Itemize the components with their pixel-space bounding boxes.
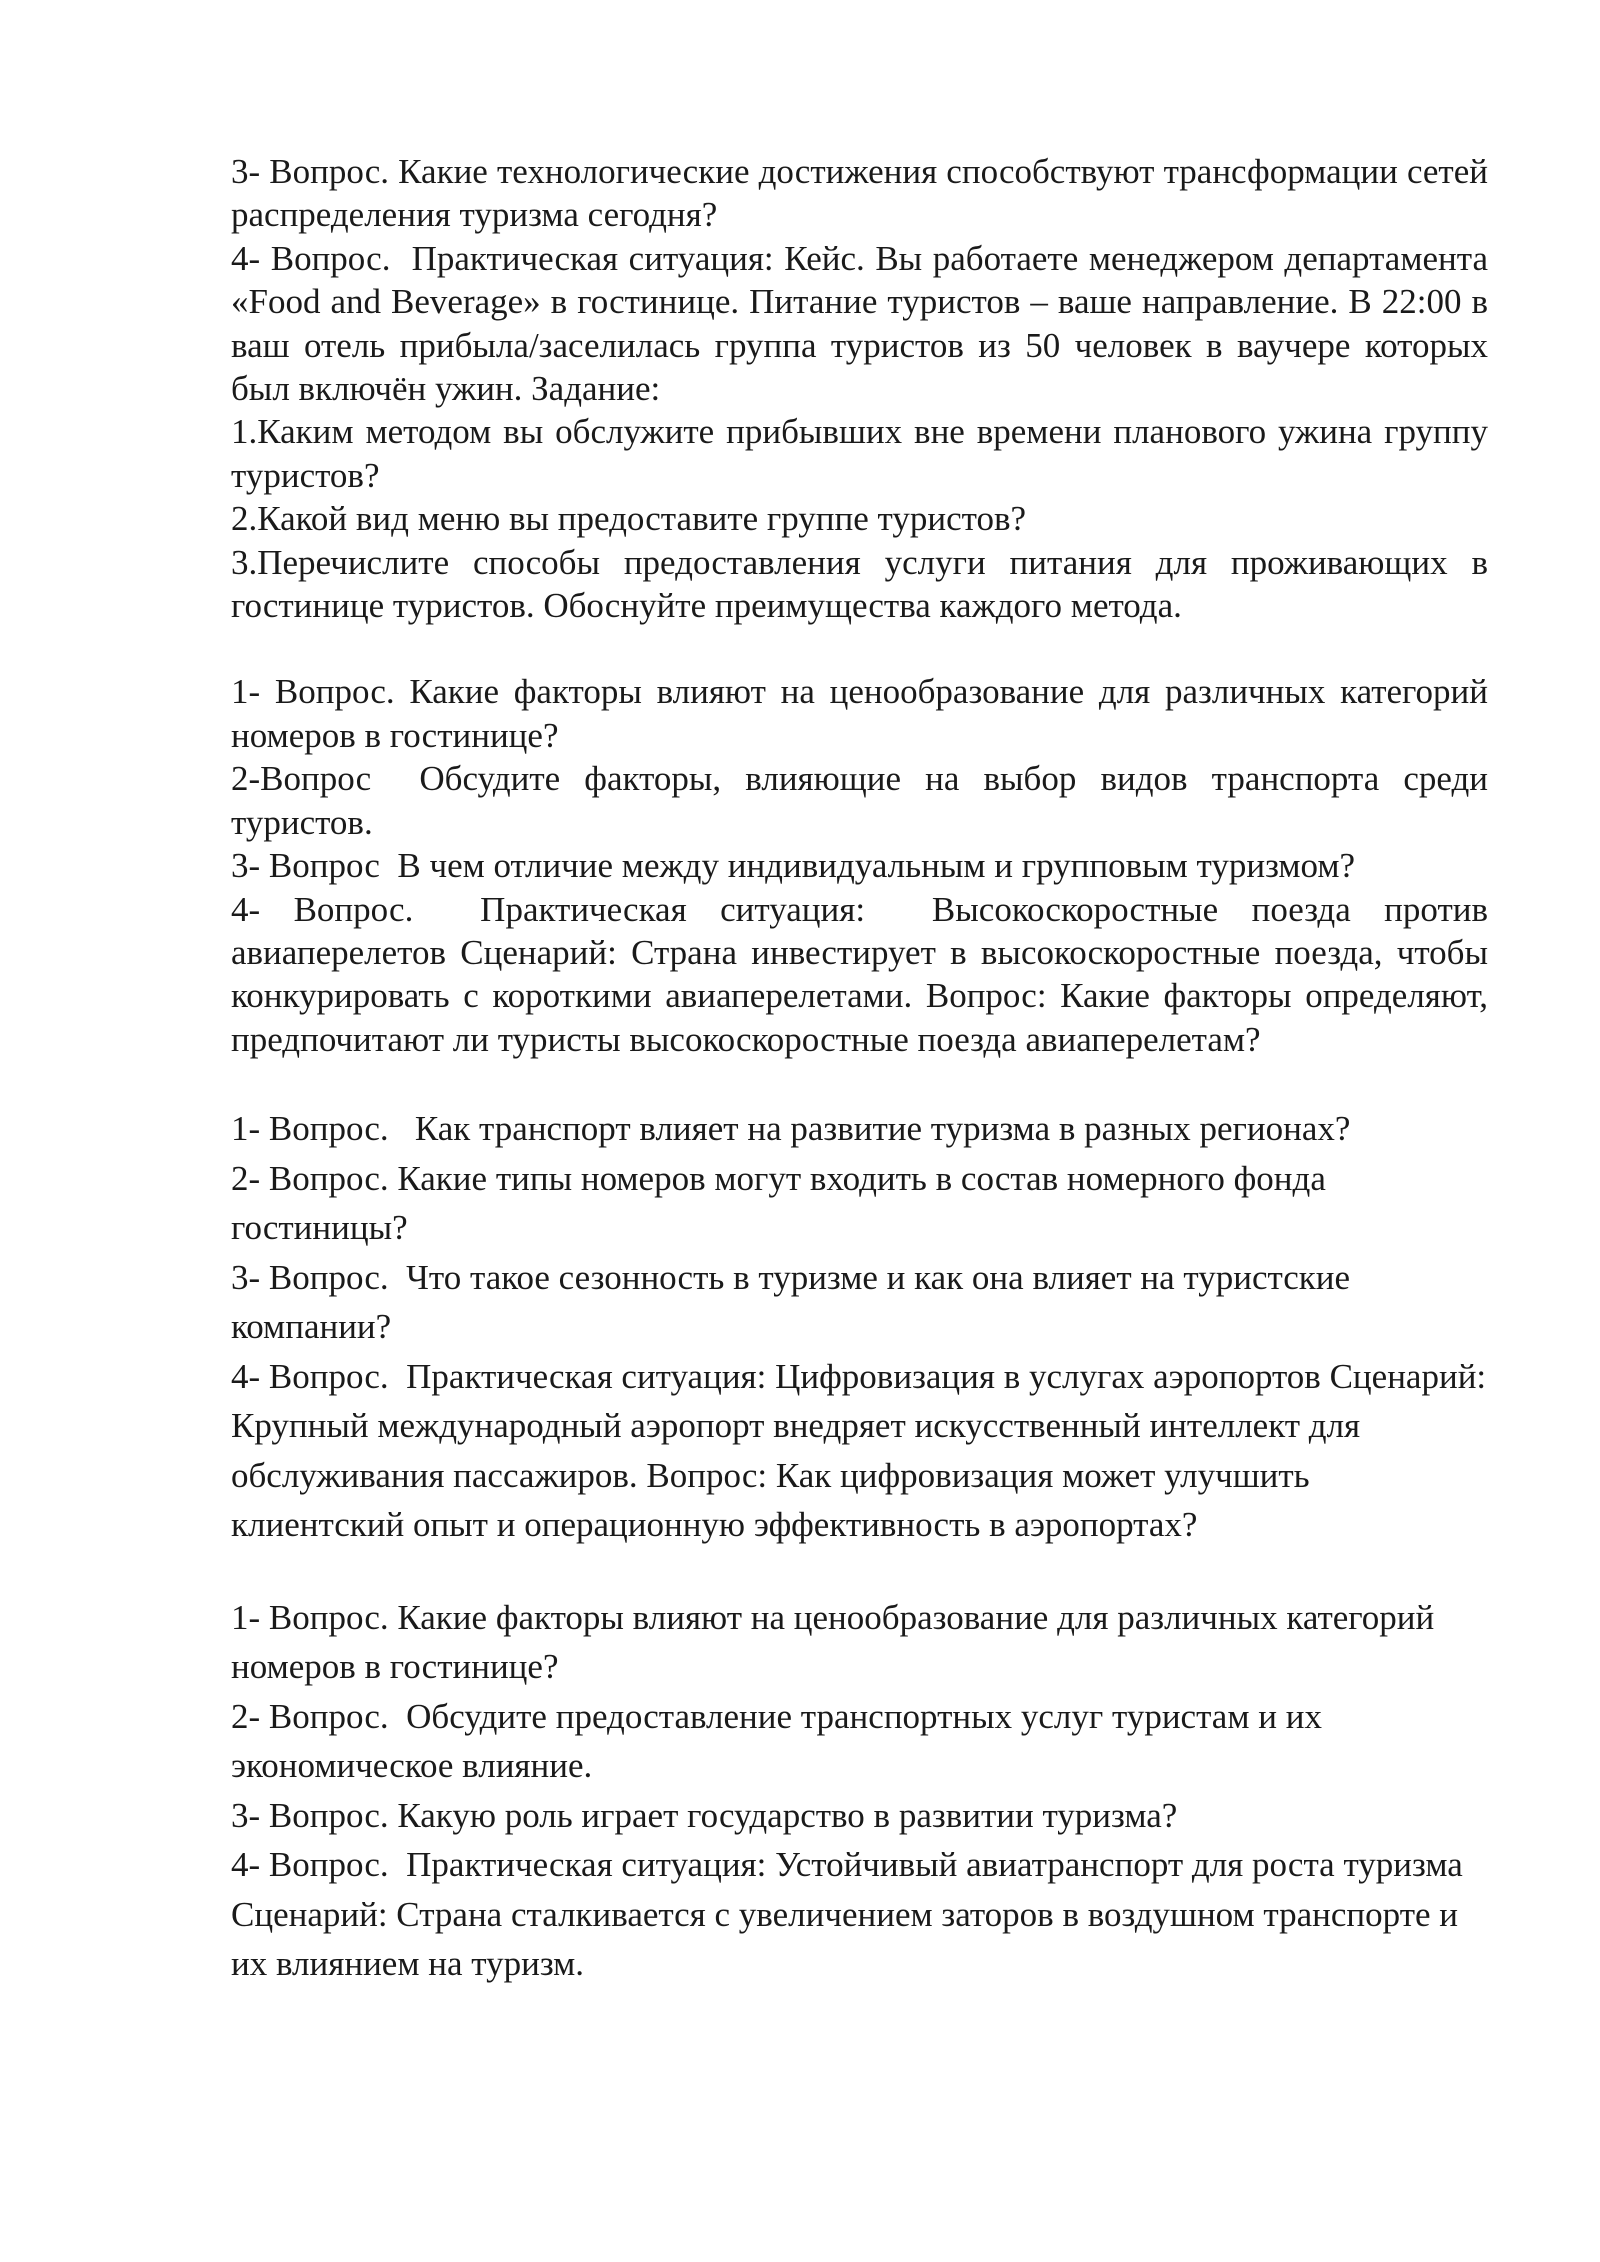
document-page (231, 150, 1497, 1989)
paragraph: 3- Вопрос В чем отличие между индивидуальным и групповым туризмом? (231, 846, 1356, 886)
paragraph: 3- Вопрос. Что такое сезонность в туризме и как она влияет на туристские компании? (231, 1257, 1359, 1347)
paragraph: 1.Каким методом вы обслужите прибывших вне времени планового ужина группу туристов? (231, 412, 1497, 495)
paragraph: 1- Вопрос. Какие факторы влияют на ценообразование для различных категорий номеров в гостинице? (231, 672, 1497, 755)
paragraph: 1- Вопрос. Какие факторы влияют на ценообразование для различных категорий номеров в гостинице? (231, 1597, 1443, 1687)
paragraph: 4- Вопрос. Практическая ситуация: Высокоскоростные поезда против авиаперелетов Сценарий: Страна инвестирует в высокоскоростные поезда, чтобы конкурировать с короткими авиаперелетами. Вопрос: Какие факторы определяют, предпочитают ли туристы высокоскоростные поезда авиаперелетам? (231, 889, 1497, 1059)
paragraph: 4- Вопрос. Практическая ситуация: Устойчивый авиатранспорт для роста туризма Сценарий: Страна сталкивается с увеличением заторов в воздушном транспорте и их влиянием на туризм. (231, 1845, 1472, 1984)
paragraph: 3- Вопрос. Какие технологические достижения способствуют трансформации сетей распределения туризма сегодня? (231, 152, 1497, 235)
paragraph: 2.Какой вид меню вы предоставите группе туристов? (231, 499, 1027, 539)
paragraph: 2- Вопрос. Какие типы номеров могут входить в состав номерного фонда гостиницы? (231, 1158, 1335, 1248)
question-block-2 (231, 670, 1497, 1061)
question-block-1 (231, 150, 1497, 627)
question-block-4 (231, 1593, 1488, 1989)
paragraph: 4- Вопрос. Практическая ситуация: Кейс. Вы работаете менеджером департамента «Food and Beverage» в гостинице. Питание туристов – ваше направление. В 22:00 в ваш отель прибыла/заселилась группа туристов из 50 человек в ваучере которых был включён ужин. Задание: (231, 238, 1497, 409)
question-block-3 (231, 1104, 1495, 1550)
paragraph: 4- Вопрос. Практическая ситуация: Цифровизация в услугах аэропортов Сценарий: Крупный международный аэропорт внедряет искусственный интеллект для обслуживания пассажиров. Вопрос: Как цифровизация может улучшить клиентский опыт и операционную эффективность в аэропортах? (231, 1356, 1495, 1545)
paragraph: 2- Вопрос. Обсудите предоставление транспортных услуг туристам и их экономическое влияние. (231, 1696, 1331, 1786)
paragraph: 3- Вопрос. Какую роль играет государство в развитии туризма? (231, 1795, 1178, 1835)
paragraph: 3.Перечислите способы предоставления услуги питания для проживающих в гостинице туристов. Обоснуйте преимущества каждого метода. (231, 542, 1497, 626)
paragraph: 1- Вопрос. Как транспорт влияет на развитие туризма в разных регионах? (231, 1109, 1351, 1149)
paragraph: 2-Вопрос Обсудите факторы, влияющие на выбор видов транспорта среди туристов. (231, 759, 1497, 842)
